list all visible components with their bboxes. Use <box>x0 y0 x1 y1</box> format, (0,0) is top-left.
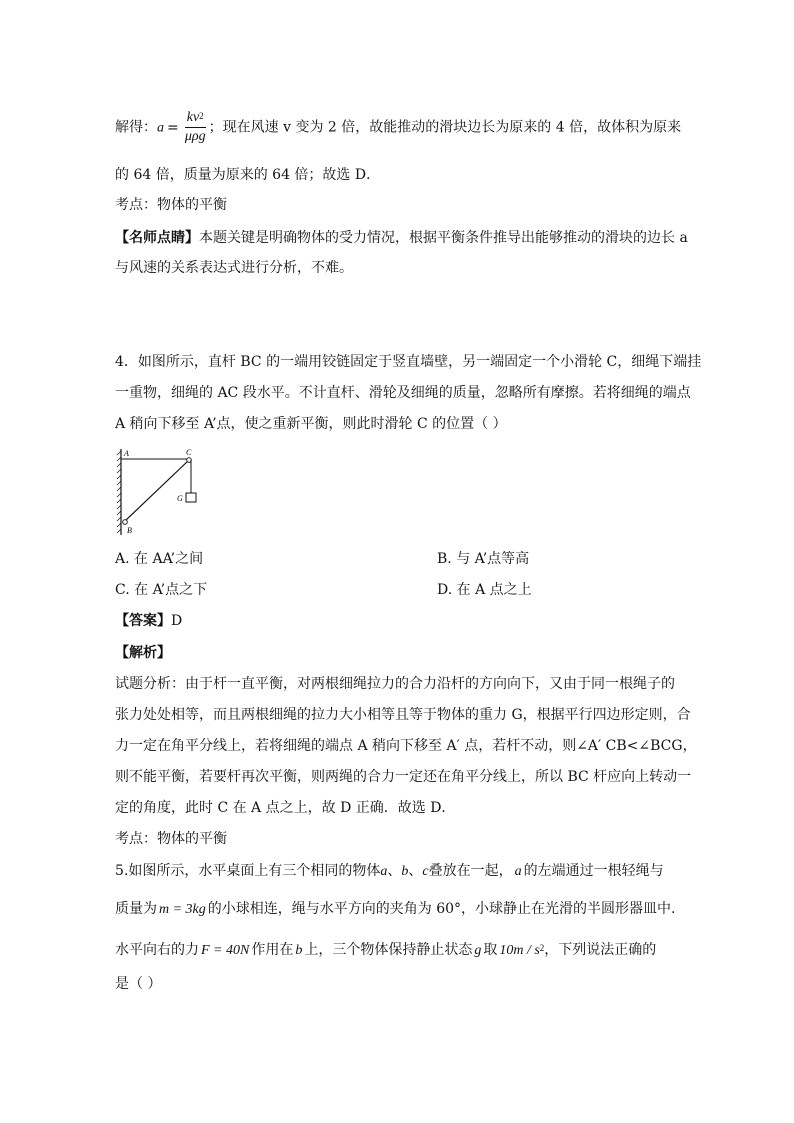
q5-l3-text-e: ，下列说法正确的 <box>544 942 657 958</box>
q5-l3-text-a: 水平向右的力 <box>115 942 199 958</box>
q4-figure-diagram <box>113 445 205 537</box>
q3-tip-text1: 本题关键是明确物体的受力情况，根据平衡条件推导出能够推动的滑块的边长 a <box>199 230 688 246</box>
q5-l2-text-a: 质量为 <box>115 901 157 917</box>
q3-solution-line1-text: ；现在风速 v 变为 2 倍，故能推动的滑块边长为原来的 4 倍，故体积为原来 <box>208 119 682 136</box>
q3-tip-line2: 与风速的关系表达式进行分析，不难。 <box>115 260 353 276</box>
q4-option-a: A. 在 AA’之间 <box>115 551 204 567</box>
formula-exponent: 2 <box>199 111 204 121</box>
force-equation: F = 40N <box>201 943 250 958</box>
q5-l2-text-b: 的小球相连，绳与水平方向的夹角为 60°，小球静止在光滑的半圆形器皿中. <box>207 901 676 917</box>
q4-answer-value: D <box>171 613 183 629</box>
formula-equals: = <box>167 119 179 136</box>
q4-answer-tag: 【答案】 <box>115 613 171 629</box>
var-g: g <box>474 943 482 958</box>
q3-tip-line1 <box>115 230 688 246</box>
var-b-2: b <box>295 943 303 958</box>
hinge-b <box>123 520 128 525</box>
formula-lhs: a <box>157 120 164 136</box>
var-b: b <box>401 864 409 879</box>
q5-stem-line4: 是（ ） <box>115 976 162 992</box>
g-exponent: 2 <box>539 943 545 953</box>
sep-2: 、 <box>408 863 423 879</box>
q4-analysis-line1: 试题分析：由于杆一直平衡，对两根细绳拉力的合力沿杆的方向向下，又由于同一根绳子的 <box>115 676 675 692</box>
label-g: G <box>177 494 183 503</box>
q4-analysis-tag: 【解析】 <box>115 645 171 661</box>
q4-stem-line1: 4．如图所示，直杆 BC 的一端用铰链固定于竖直墙壁，另一端固定一个小滑轮 C，细绳下端挂 <box>115 354 702 370</box>
q5-l1-text-b: 叠放在一起， <box>428 863 513 879</box>
q4-analysis-line2: 张力处处相等，而且两根细绳的拉力大小相等且等于物体的重力 G，根据平行四边形定则，合 <box>115 707 691 723</box>
g-value: 10m / s <box>499 943 540 958</box>
q5-l1-text-a: 5.如图所示，水平桌面上有三个相同的物体 <box>115 863 381 879</box>
q5-stem-line2 <box>115 901 676 918</box>
q5-stem-line1 <box>115 863 664 880</box>
label-b: B <box>127 526 132 535</box>
formula-denominator: μρg <box>184 129 206 144</box>
q4-option-c: C. 在 A’点之下 <box>115 582 208 598</box>
q4-analysis-line3: 力一定在角平分线上，若将细绳的端点 A 稍向下移至 A′ 点，若杆不动，则∠A′ CB<∠BCG， <box>115 738 697 754</box>
label-c: C <box>186 448 192 457</box>
q3-tip-tag: 【名师点睛】 <box>115 230 199 246</box>
var-a: a <box>380 864 388 879</box>
weight-g <box>186 493 196 502</box>
q4-option-d: D. 在 A 点之上 <box>437 582 532 598</box>
formula-fraction <box>185 110 206 145</box>
q5-stem-line3 <box>115 942 656 959</box>
q5-l3-text-c: 上，三个物体保持静止状态 <box>304 942 473 958</box>
formula-numerator-k: k <box>186 110 193 125</box>
q3-kaodian: 考点：物体的平衡 <box>115 197 227 213</box>
q4-answer <box>115 613 182 629</box>
q4-stem-line3: A 稍向下移至 A’点，使之重新平衡，则此时滑轮 C 的位置（ ） <box>115 416 507 432</box>
q5-l3-text-d: 取 <box>483 942 498 958</box>
q4-analysis-line4: 则不能平衡，若要杆再次平衡，则两绳的合力一定还在角平分线上，所以 BC 杆应向上转动一 <box>115 769 692 785</box>
mass-equation: m = 3kg <box>159 902 206 917</box>
q4-kaodian: 考点：物体的平衡 <box>115 831 227 847</box>
sep-1: 、 <box>387 863 402 879</box>
q5-l1-text-c: 的左端通过一根轻绳与 <box>523 863 664 879</box>
rod-bc <box>125 460 189 521</box>
var-c: c <box>422 864 429 879</box>
formula-numerator-v: v <box>192 110 200 125</box>
q4-analysis-line5: 定的角度，此时 C 在 A 点之上，故 D 正确．故选 D． <box>115 800 456 816</box>
q4-stem-line2: 一重物，细绳的 AC 段水平。不计直杆、滑轮及细绳的质量，忽略所有摩擦。若将细绳的端点 <box>115 385 691 401</box>
q3-solution-line2: 的 64 倍，质量为原来的 64 倍；故选 D． <box>115 167 381 183</box>
q5-l3-text-b: 作用在 <box>251 942 294 958</box>
q3-solution-line1 <box>115 110 681 145</box>
q4-option-b: B. 与 A’点等高 <box>437 551 530 567</box>
label-a: A <box>124 449 129 458</box>
q3-solution-prefix: 解得： <box>115 119 157 136</box>
var-a-2: a <box>514 864 522 879</box>
